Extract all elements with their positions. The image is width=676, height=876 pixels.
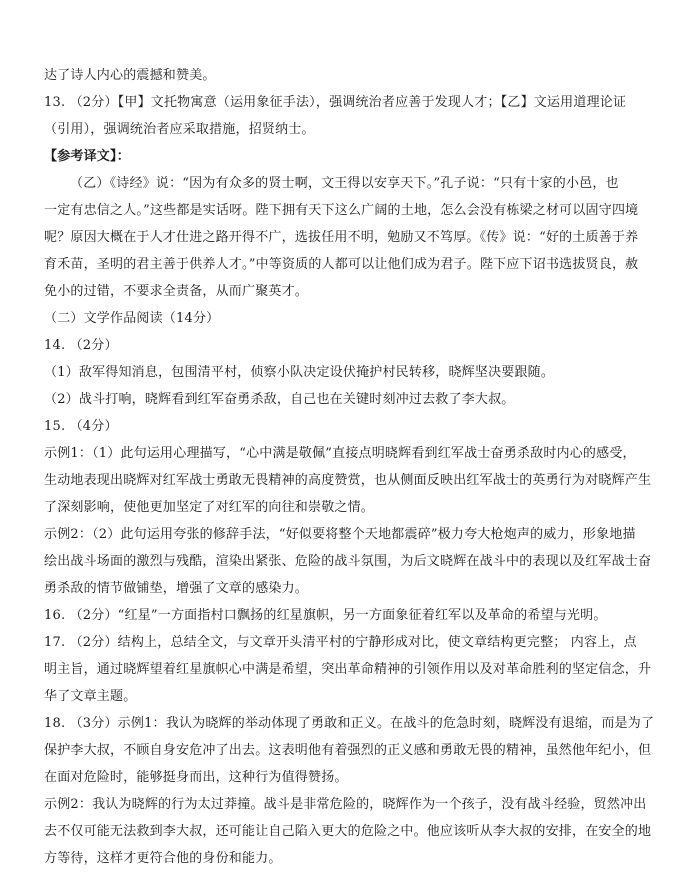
text-line: 绘出战斗场面的激烈与残酷，渲染出紧张、危险的战斗氛围，为后文晓辉在战斗中的表现以及红军战士奋 xyxy=(44,554,652,569)
text-line: 生动地表现出晓辉对红军战士勇敢无畏精神的高度赞赏，也从侧面反映出红军战士的英勇行为对晓辉产生 xyxy=(44,473,652,488)
text-line: 去不仅可能无法救到李大叔，还可能让自己陷入更大的危险之中。他应该听从李大叔的安排，在安全的地 xyxy=(44,824,652,839)
text-line: 育禾苗，圣明的君主善于供养人才。”中等资质的人都可以让他们成为君子。陛下应下诏书选拔贤良，赦 xyxy=(44,257,639,272)
text-line: 一定有忠信之人。”这些都是实话呀。陛下拥有天下这么广阔的土地，怎么会没有栋梁之材可以固守四境 xyxy=(44,203,639,218)
reference-translation-heading: 【参考译文】： xyxy=(44,149,130,164)
text-line: 方等待，这样才更符合他的身份和能力。 xyxy=(44,851,282,866)
text-line: 勇杀敌的情节做铺垫，增强了文章的感染力。 xyxy=(44,581,309,596)
example-2-answer-18: 示例2：我认为晓辉的行为太过莽撞。战斗是非常危险的，晓辉作为一个孩子，没有战斗经验，贸然冲出 xyxy=(44,797,647,812)
example-1: 示例1：（1）此句运用心理描写，“心中满是敬佩”直接点明晓辉看到红军战士奋勇杀敌时内心的感受， xyxy=(44,446,636,461)
text-line: 了深刻影响，使他更加坚定了对红军的向往和崇敬之情。 xyxy=(44,500,375,515)
text-line: 在面对危险时，能够挺身而出，这种行为值得赞扬。 xyxy=(44,770,348,785)
answer-18: 18. （3分）示例1：我认为晓辉的举动体现了勇敢和正义。在战斗的危急时刻，晓辉没有退缩，而是为了 xyxy=(44,716,655,731)
answer-14: 14. （2分） xyxy=(44,338,118,353)
text-line: 华了文章主题。 xyxy=(44,689,137,704)
answer-13: 13. （2分）【甲】文托物寓意（运用象征手法），强调统治者应善于发现人才；【乙】文运用道理论证 xyxy=(44,95,627,110)
answer-17: 17. （2分）结构上，总结全文，与文章开头清平村的宁静形成对比，使文章结构更完整； 内容上，点 xyxy=(44,635,637,650)
text-line: 免小的过错，不要求全责备，从而广聚英才。 xyxy=(44,284,309,299)
translation-paragraph: （乙）《诗经》说：“因为有众多的贤士啊，文王得以安享天下。”孔子说：“只有十家的小邑，也 xyxy=(70,176,619,191)
text-line: 明主旨，通过晓辉望着红星旗帜心中满是希望，突出革命精神的引领作用以及对革命胜利的坚定信念，升 xyxy=(44,662,652,677)
text-line: 达了诗人内心的震撼和赞美。 xyxy=(44,68,216,83)
text-line: （2）战斗打响，晓辉看到红军奋勇杀敌，自己也在关键时刻冲过去救了李大叔。 xyxy=(44,392,515,407)
text-line: （1）敌军得知消息，包围清平村，侦察小队决定设伏掩护村民转移，晓辉坚决要跟随。 xyxy=(44,365,555,380)
answer-15: 15. （4分） xyxy=(44,419,118,434)
example-2: 示例2：（2）此句运用夸张的修辞手法，“好似要将整个天地都震碎”极力夸大枪炮声的威力，形象地描 xyxy=(44,527,636,542)
text-line: 保护李大叔，不顾自身安危冲了出去。这表明他有着强烈的正义感和勇敢无畏的精神，虽然他年纪小，但 xyxy=(44,743,652,758)
text-line: （引用），强调统治者应采取措施，招贤纳士。 xyxy=(44,122,315,137)
section-heading: （二）文学作品阅读（14分） xyxy=(44,311,220,326)
text-line: 呢？原因大概在于人才仕进之路开得不广，选拔任用不明，勉励又不笃厚。《传》说：“好的土质善于养 xyxy=(44,230,639,245)
document-page xyxy=(44,62,655,872)
answer-16: 16. （2分）“红星”一方面指村口飘扬的红星旗帜，另一方面象征着红军以及革命的希望与光明。 xyxy=(44,608,607,623)
